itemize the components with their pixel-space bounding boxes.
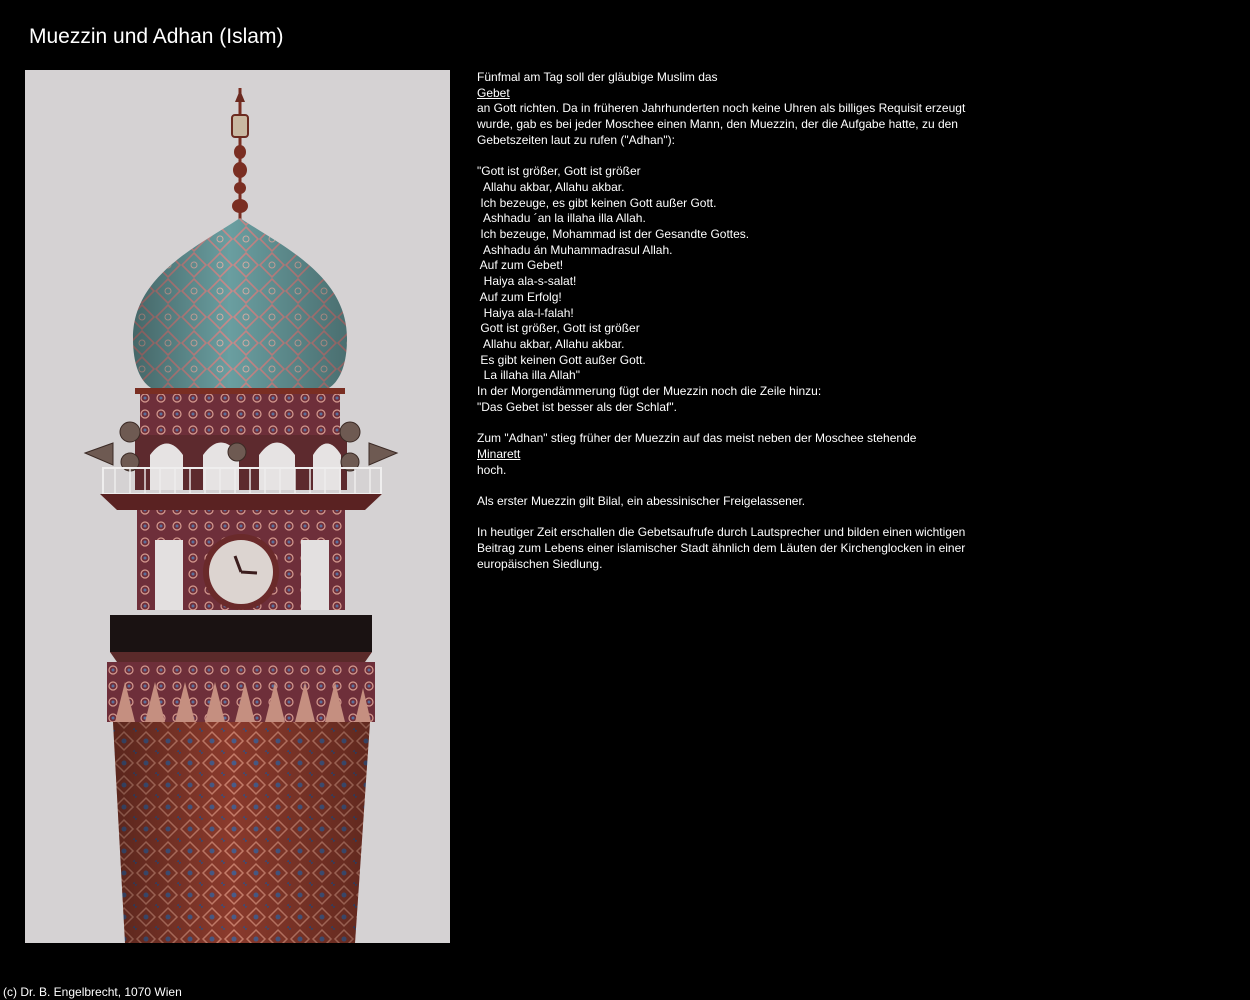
adhan-line: Ashhadu ´an la illaha illa Allah. (477, 211, 646, 226)
copyright-footer: (c) Dr. B. Engelbrecht, 1070 Wien (3, 985, 182, 999)
adhan-line: Allahu akbar, Allahu akbar. (477, 336, 625, 351)
bilal-line: Als erster Muezzin gilt Bilal, ein abessinischer Freigelassener. (477, 493, 806, 508)
adhan-line: Haiya ala-s-salat! (477, 274, 577, 289)
today-line: In heutiger Zeit erschallen die Gebetsaufrufe durch Lautsprecher und bilden einen wichtigen (477, 525, 966, 540)
blank-line (477, 510, 977, 526)
adhan-line: Allahu akbar, Allahu akbar. (477, 179, 625, 194)
dawn-line: "Das Gebet ist besser als der Schlaf". (477, 399, 677, 414)
intro-line: Fünfmal am Tag soll der gläubige Muslim das (477, 70, 718, 84)
adhan-line: Ashhadu án Muhammadrasul Allah. (477, 242, 673, 257)
dawn-line: In der Morgendämmerung fügt der Muezzin noch die Zeile hinzu: (477, 384, 822, 399)
blank-line (477, 149, 977, 165)
blank-line (477, 415, 977, 431)
adhan-line: Haiya ala-l-falah! (477, 305, 574, 320)
link-minarett[interactable]: Minarett (477, 446, 521, 461)
adhan-line: Auf zum Gebet! (477, 258, 564, 273)
intro-line: Gebetszeiten laut zu rufen ("Adhan"): (477, 132, 675, 147)
adhan-line: Ich bezeuge, Mohammad ist der Gesandte Gottes. (477, 227, 750, 242)
adhan-line: Auf zum Erfolg! (477, 289, 562, 304)
article-text (477, 70, 977, 572)
today-line: Beitrag zum Lebens einer islamischer Stadt ähnlich dem Läuten der Kirchenglocken in einer (477, 541, 966, 556)
today-line: europäischen Siedlung. (477, 556, 603, 571)
intro-line: an Gott richten. Da in früheren Jahrhunderten noch keine Uhren als billiges Requisit erzeugt (477, 101, 966, 116)
adhan-line: "Gott ist größer, Gott ist größer (477, 164, 641, 179)
adhan-line: La illaha illa Allah" (477, 368, 580, 383)
minarett-line: hoch. (477, 462, 507, 477)
page-title: Muezzin und Adhan (Islam) (29, 25, 284, 48)
adhan-line: Gott ist größer, Gott ist größer (477, 321, 640, 336)
blank-line (477, 478, 977, 494)
minarett-line: Zum "Adhan" stieg früher der Muezzin auf das meist neben der Moschee stehende (477, 431, 917, 446)
minaret-photo (25, 70, 450, 943)
adhan-line: Es gibt keinen Gott außer Gott. (477, 352, 646, 367)
link-gebet[interactable]: Gebet (477, 85, 510, 100)
intro-line: wurde, gab es bei jeder Moschee einen Mann, den Muezzin, der die Aufgabe hatte, zu den (477, 117, 958, 132)
adhan-line: Ich bezeuge, es gibt keinen Gott außer Gott. (477, 195, 717, 210)
